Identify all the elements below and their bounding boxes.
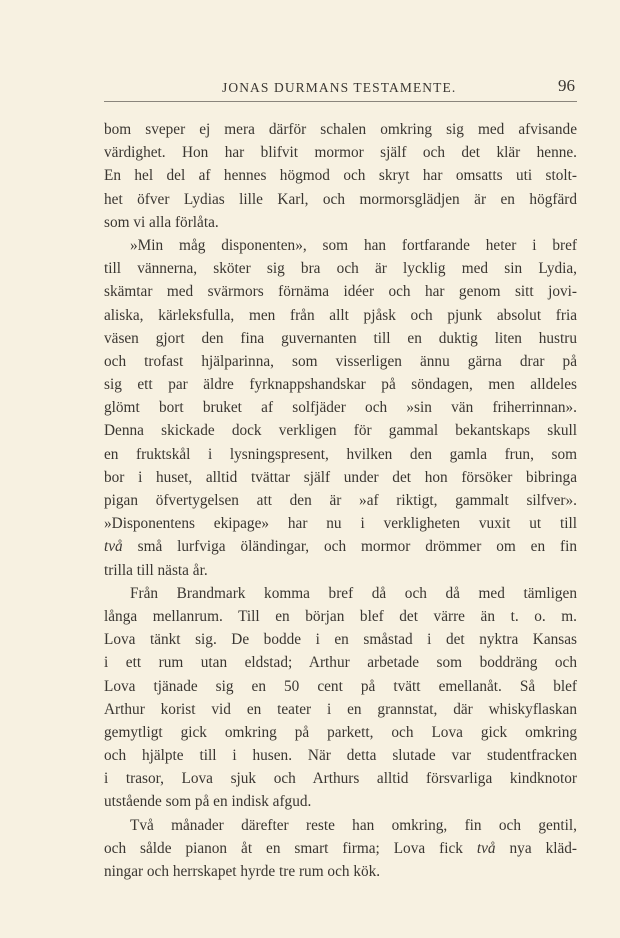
text-line: långa mellanrum. Till en början blef det värre än t. o. m.: [104, 607, 577, 625]
text-line: värdighet. Hon har blifvit mormor själf och det klär henne.: [104, 144, 577, 162]
text-line: skämtar med svärmors förnäma idéer och har genom sitt jovi-: [104, 283, 577, 301]
text-line: Två månader därefter reste han omkring, fin och gentil,: [130, 816, 577, 834]
header-rule: [104, 101, 577, 102]
text-line: Lova tänkt sig. De bodde i en småstad i det nyktra Kansas: [104, 631, 577, 649]
text-line: Från Brandmark komma bref då och då med tämligen: [130, 584, 577, 602]
text-line: ningar och herrskapet hyrde tre rum och kök.: [104, 863, 381, 880]
text-line: som vi alla förlåta.: [104, 213, 219, 231]
emphasis-text: två: [104, 538, 123, 556]
text-line: Lova tjänade sig en 50 cent på tvätt emellanåt. Så blef: [104, 677, 577, 695]
text-line: väsen gjort den fina guvernanten till en duktig liten hustru: [104, 329, 577, 347]
emphasis-text: två: [476, 839, 496, 857]
text-line: i trasor, Lova sjuk och Arthurs alltid försvarliga kindknotor: [104, 770, 577, 788]
text-line: en fruktskål i lysningspresent, hvilken den gamla frun, som: [104, 445, 577, 463]
text-line: Denna skickade dock verkligen för gammal bekantskaps skull: [104, 422, 577, 440]
running-title: JONAS DURMANS TESTAMENTE.: [222, 80, 457, 95]
text-line: glömt bort bruket af solfjäder och »sin vän friherrinnan».: [104, 399, 577, 417]
text-line: gemytligt gick omkring på parkett, och Lova gick omkring: [104, 723, 577, 741]
text-line: sig ett par äldre fyrknappshandskar på söndagen, men alldeles: [104, 376, 577, 394]
text-line: Arthur korist vid en teater i en grannstat, där whiskyflaskan: [104, 700, 577, 718]
page-header: [104, 78, 577, 100]
text-line: [104, 837, 577, 860]
text-line: het öfver Lydias lille Karl, och mormorsglädjen är en högfärd: [104, 190, 577, 208]
text-line: och hjälpte till i husen. När detta slutade var studentfracken: [104, 747, 577, 765]
body-text: [104, 118, 577, 883]
text-line: utstående som på en indisk afgud.: [104, 793, 312, 811]
text-line: En hel del af hennes högmod och skryt har omsatts uti stolt-: [104, 167, 577, 185]
text-line: bor i huset, alltid tvättar själf under det hon försöker bibringa: [104, 468, 577, 486]
text-segment: små lurfviga öländingar, och mormor drömmer om en fin: [122, 538, 577, 556]
page-number: 96: [558, 76, 575, 95]
text-line: »Disponentens ekipage» har nu i verkligheten vuxit ut till: [104, 515, 577, 533]
text-segment: nya kläd-: [495, 839, 578, 857]
text-line: »Min måg disponenten», som han fortfarande heter i bref: [130, 236, 577, 254]
text-line: i ett rum utan eldstad; Arthur arbetade som boddräng och: [104, 654, 577, 672]
text-line: och trofast hjälparinna, som visserligen ännu gärna drar på: [104, 352, 577, 370]
text-line: aliska, kärleksfulla, men från allt pjåsk och pjunk absolut fria: [104, 306, 577, 324]
text-segment: och sålde pianon åt en smart firma; Lova fick: [104, 839, 477, 857]
text-line: pigan öfvertygelsen att den är »af riktigt, gammalt silfver».: [104, 492, 577, 509]
text-line: till vännerna, sköter sig bra och är lycklig med sin Lydia,: [104, 260, 577, 278]
text-line: [104, 535, 577, 558]
text-line: bom sveper ej mera därför schalen omkring sig med afvisande: [104, 121, 577, 138]
text-line: trilla till nästa år.: [104, 561, 208, 579]
